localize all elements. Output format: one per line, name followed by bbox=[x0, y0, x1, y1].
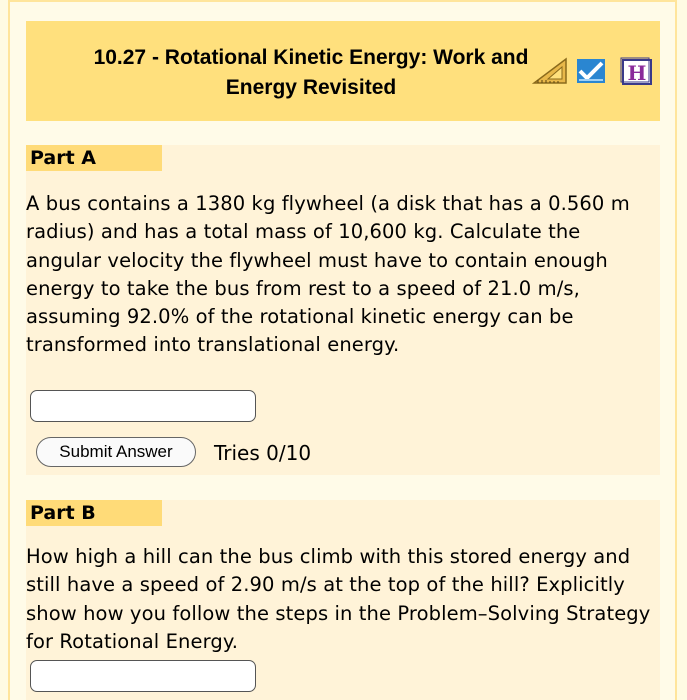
checkmark-icon[interactable] bbox=[576, 57, 606, 85]
problem-title: 10.27 - Rotational Kinetic Energy: Work and Energy Revisited bbox=[93, 46, 529, 99]
part-a-question: A bus contains a 1380 kg flywheel (a disk that has a 0.560 m radius) and has a total mass of 10,600 kg. Calculate the angular velocity the flywheel must have to contain enough energy to take the bus from rest to a speed of 21.0 m/s, assuming 92.0% of the rotational kinetic energy can be transformed into translational energy. bbox=[26, 192, 630, 357]
problem-header bbox=[26, 21, 660, 121]
part-b-label: Part B bbox=[26, 500, 162, 526]
svg-text:H: H bbox=[627, 61, 647, 85]
part-b-section bbox=[26, 500, 660, 700]
part-b-question: How high a hill can the bus climb with this stored energy and still have a speed of 2.90 m/s at the top of the hill? Explicitly show how you follow the steps in the Problem–Solving Strategy for Rotational Energy. bbox=[26, 545, 651, 653]
ruler-triangle-icon[interactable] bbox=[532, 57, 568, 85]
part-a-label: Part A bbox=[26, 145, 162, 171]
submit-answer-button[interactable]: Submit Answer bbox=[36, 437, 196, 467]
part-a-section bbox=[26, 145, 660, 475]
part-a-answer-input[interactable] bbox=[30, 390, 256, 422]
tries-counter: Tries 0/10 bbox=[214, 441, 312, 465]
part-b-answer-input[interactable] bbox=[30, 660, 256, 692]
hint-h-icon[interactable] bbox=[620, 57, 654, 87]
